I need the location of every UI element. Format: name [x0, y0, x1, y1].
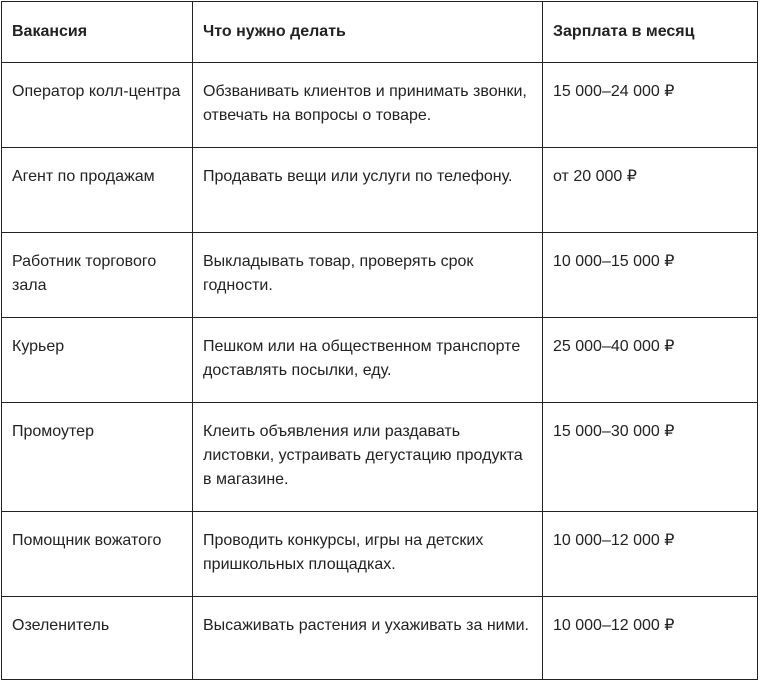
- table-row: [2, 318, 758, 403]
- cell-duties: Выкладывать товар, проверять срок годности.: [193, 233, 543, 318]
- table-row: [2, 148, 758, 233]
- vacancies-table: [1, 1, 758, 680]
- cell-duties: Высаживать растения и ухаживать за ними.: [193, 597, 543, 680]
- table-row: [2, 597, 758, 680]
- table-row: [2, 403, 758, 512]
- cell-duties: Пешком или на общественном транспорте доставлять посылки, еду.: [193, 318, 543, 403]
- cell-duties: Проводить конкурсы, игры на детских пришкольных площадках.: [193, 512, 543, 597]
- cell-vacancy: Помощник вожатого: [2, 512, 193, 597]
- header-salary: Зарплата в месяц: [543, 2, 758, 63]
- table-row: [2, 233, 758, 318]
- cell-vacancy: Агент по продажам: [2, 148, 193, 233]
- table-header-row: [2, 2, 758, 63]
- cell-salary: 15 000–24 000 ₽: [543, 63, 758, 148]
- cell-duties: Продавать вещи или услуги по телефону.: [193, 148, 543, 233]
- cell-vacancy: Курьер: [2, 318, 193, 403]
- cell-salary: от 20 000 ₽: [543, 148, 758, 233]
- cell-salary: 25 000–40 000 ₽: [543, 318, 758, 403]
- header-vacancy: Вакансия: [2, 2, 193, 63]
- cell-duties: Обзванивать клиентов и принимать звонки, отвечать на вопросы о товаре.: [193, 63, 543, 148]
- cell-vacancy: Оператор колл-центра: [2, 63, 193, 148]
- cell-salary: 15 000–30 000 ₽: [543, 403, 758, 512]
- header-duties: Что нужно делать: [193, 2, 543, 63]
- cell-duties: Клеить объявления или раздавать листовки, устраивать дегустацию продукта в магазине.: [193, 403, 543, 512]
- cell-salary: 10 000–15 000 ₽: [543, 233, 758, 318]
- cell-vacancy: Промоутер: [2, 403, 193, 512]
- cell-vacancy: Озеленитель: [2, 597, 193, 680]
- table-row: [2, 512, 758, 597]
- cell-salary: 10 000–12 000 ₽: [543, 512, 758, 597]
- cell-vacancy: Работник торгового зала: [2, 233, 193, 318]
- cell-salary: 10 000–12 000 ₽: [543, 597, 758, 680]
- table-row: [2, 63, 758, 148]
